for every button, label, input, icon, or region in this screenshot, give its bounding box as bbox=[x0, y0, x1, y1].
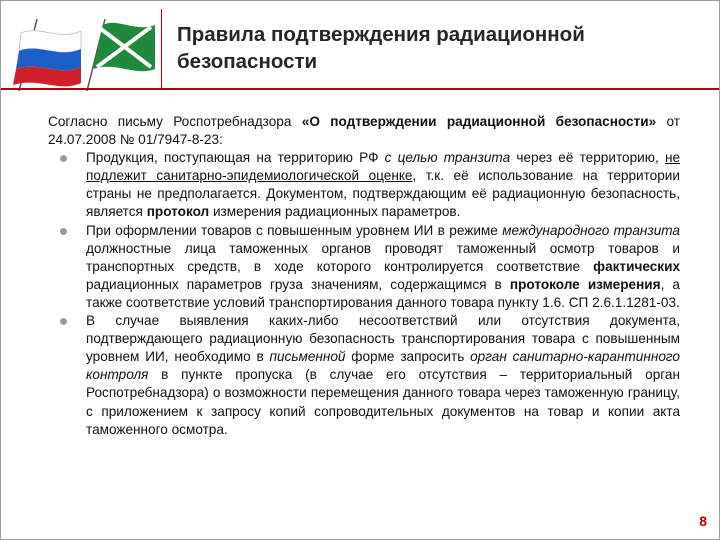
bullet-text: Продукция, поступающая на территорию РФ bbox=[86, 150, 385, 166]
bullet-text: При оформлении товаров с повышенным уровнем ИИ в режиме bbox=[86, 222, 503, 238]
intro-text-end: от 24.07.2008 № 01/7947-8-23: bbox=[48, 114, 681, 148]
bullet-international-transit bbox=[48, 222, 680, 312]
bullet-icon bbox=[60, 318, 67, 325]
slide-content bbox=[48, 113, 680, 439]
bullet-text: форме запросить bbox=[345, 349, 471, 365]
title-divider bbox=[1, 88, 719, 90]
bullet-transit-products bbox=[48, 149, 680, 221]
bullet-text: В случае выявления каких-либо несоответствий или отсутствия документа, подтверждающего радиационную безопасность транспортирования товара с повышенным уровнем ИИ, необходимо в bbox=[86, 313, 680, 365]
flags-logo bbox=[9, 11, 159, 93]
bullet-icon bbox=[60, 228, 67, 235]
bullet-text: измерения радиационных параметров. bbox=[209, 204, 461, 220]
bullet-bold: протоколе измерения bbox=[509, 276, 661, 292]
bullet-italic: международного транзита bbox=[502, 222, 680, 238]
bullet-bold: протокол bbox=[146, 204, 210, 220]
slide-title: Правила подтверждения радиационной безопасности bbox=[177, 23, 585, 73]
bullet-text: , а также соответствие условий транспортирования данного товара пункту 1.6. СП 2.6.1.1281-03. bbox=[86, 276, 680, 310]
bullet-text: должностные лица таможенных органов проводят таможенный осмотр товаров и транспортных средств, в ходе которого контролируется соответствие bbox=[86, 240, 680, 274]
intro-text: Согласно письму Роспотребнадзора bbox=[48, 114, 302, 129]
russian-flag-icon bbox=[13, 19, 81, 91]
bullet-italic: письменной bbox=[269, 349, 346, 365]
bullet-italic: орган санитарно-карантинного контроля bbox=[86, 349, 680, 383]
bullet-underlined: не подлежит санитарно-эпидемиологической оценке bbox=[86, 150, 681, 184]
bullet-text: через её территорию, bbox=[510, 150, 665, 166]
bullet-bold: фактических bbox=[593, 258, 680, 274]
green-cross-flag-icon bbox=[87, 19, 155, 91]
intro-letter-title: «О подтверждении радиационной безопасности» bbox=[301, 114, 657, 129]
page-number: 8 bbox=[699, 513, 707, 529]
bullet-nonconformity bbox=[48, 312, 680, 439]
title-divider-vertical bbox=[161, 9, 162, 89]
bullet-list bbox=[48, 149, 680, 439]
bullet-text: , т.к. её использование на территории страны не предполагается. Документом, подтверждающим её радиационную безопасность, является bbox=[86, 168, 680, 220]
bullet-text: радиационных параметров груза значениям, содержащимся в bbox=[86, 276, 510, 292]
bullet-italic: с целью транзита bbox=[384, 150, 511, 166]
intro-paragraph bbox=[48, 113, 680, 149]
bullet-icon bbox=[60, 155, 67, 162]
bullet-text: в пункте пропуска (в случае его отсутствия – территориальный орган Роспотребнадзора) о возможности перемещения данного товара через таможенную границу, с приложением к запросу копий сопроводительных документов на товар и копии акта таможенного осмотра. bbox=[86, 367, 680, 437]
